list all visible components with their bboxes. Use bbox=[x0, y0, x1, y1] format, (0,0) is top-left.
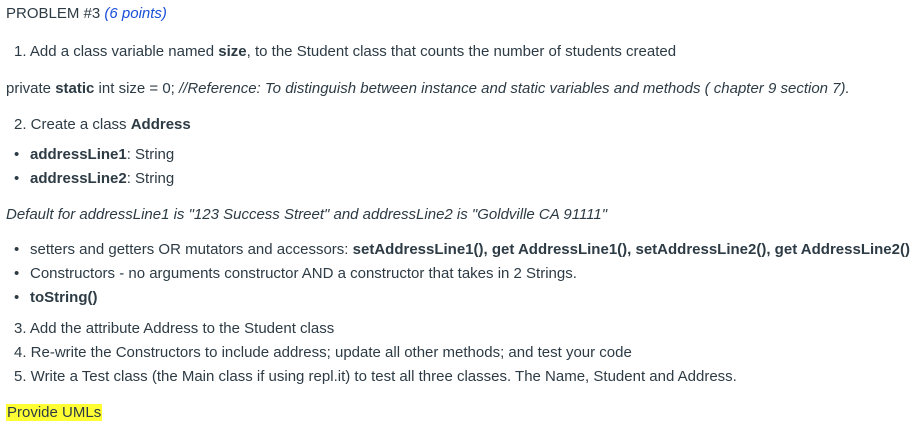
declaration-body: int size = 0; bbox=[94, 80, 180, 97]
footer-note bbox=[6, 403, 102, 423]
item-2 bbox=[14, 115, 191, 135]
bullet-icon: • bbox=[14, 241, 20, 258]
method-setters-getters bbox=[14, 240, 910, 260]
attribute-address-line-1 bbox=[14, 145, 174, 165]
attribute-address-line-2 bbox=[14, 169, 174, 189]
method-constructors bbox=[14, 264, 577, 284]
bullet-icon: • bbox=[14, 146, 20, 163]
method-names: setAddressLine1(), get AddressLine1(), setAddressLine2(), get AddressLine2() bbox=[352, 241, 910, 258]
declaration-prefix: private bbox=[6, 80, 56, 97]
item-1-text: 1. Add a class variable named bbox=[14, 43, 219, 60]
defaults-note: Default for addressLine1 is "123 Success Street" and addressLine2 is "Goldville CA 91111" bbox=[6, 206, 608, 223]
attribute-name: addressLine1 bbox=[30, 146, 127, 163]
item-3: 3. Add the attribute Address to the Student class bbox=[14, 320, 335, 337]
item-5: 5. Write a Test class (the Main class if using repl.it) to test all three classes. The Name, Student and Address. bbox=[14, 368, 737, 385]
item-2-text: 2. Create a class bbox=[14, 116, 131, 133]
declaration-static-keyword: static bbox=[55, 80, 95, 97]
static-declaration bbox=[6, 79, 850, 99]
item-4: 4. Re-write the Constructors to include address; update all other methods; and test your code bbox=[14, 344, 632, 361]
attribute-type: : String bbox=[126, 170, 175, 187]
method-text: Constructors - no arguments constructor AND a constructor that takes in 2 Strings. bbox=[30, 265, 577, 282]
provide-umls-highlight: Provide UMLs bbox=[7, 404, 102, 421]
problem-title: PROBLEM #3 bbox=[6, 5, 101, 22]
item-2-keyword: Address bbox=[130, 116, 191, 133]
problem-points: (6 points) bbox=[104, 5, 167, 22]
declaration-comment: //Reference: To distinguish between instance and static variables and methods ( chapter 9 section 7). bbox=[179, 80, 850, 97]
item-1-keyword: size bbox=[218, 43, 247, 60]
method-tostring bbox=[14, 288, 97, 308]
item-1-text-end: , to the Student class that counts the number of students created bbox=[246, 43, 677, 60]
method-text: setters and getters OR mutators and accessors: bbox=[30, 241, 353, 258]
bullet-icon: • bbox=[14, 170, 20, 187]
item-1 bbox=[14, 42, 676, 62]
attribute-name: addressLine2 bbox=[30, 170, 127, 187]
bullet-icon: • bbox=[14, 289, 20, 306]
bullet-icon: • bbox=[14, 265, 20, 282]
problem-heading bbox=[6, 4, 167, 24]
method-names: toString() bbox=[30, 289, 98, 306]
attribute-type: : String bbox=[126, 146, 175, 163]
